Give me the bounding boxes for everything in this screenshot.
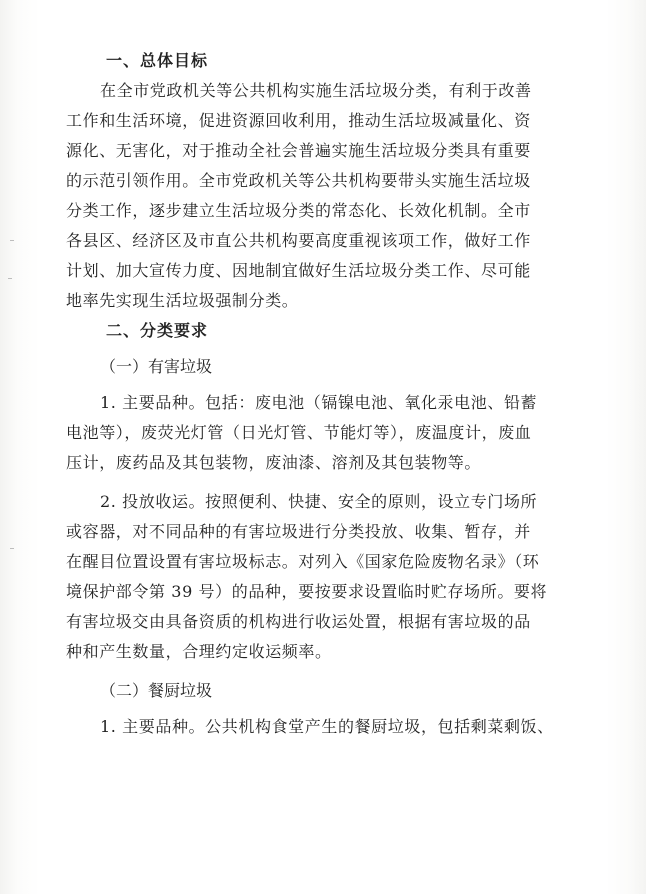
paragraph-line: 1. 主要品种。公共机构食堂产生的餐厨垃圾，包括剩菜剩饭、 — [100, 717, 554, 736]
paragraph-line: 源化、无害化，对于推动全社会普遍实施生活垃圾分类具有重要 — [66, 141, 531, 160]
paragraph-hazardous-collection — [66, 487, 586, 667]
paragraph-hazardous-types — [66, 388, 586, 478]
paragraph-line: 工作和生活环境，促进资源回收利用，推动生活垃圾减量化、资 — [66, 111, 531, 130]
paragraph-line: 计划、加大宣传力度、因地制宜做好生活垃圾分类工作、尽可能 — [66, 261, 531, 280]
paragraph-line: 有害垃圾交由具备资质的机构进行收运处置，根据有害垃圾的品 — [66, 612, 531, 631]
scan-mark — [10, 548, 14, 549]
paragraph-line: 或容器，对不同品种的有害垃圾进行分类投放、收集、暂存，并 — [66, 522, 531, 541]
scan-mark — [10, 240, 14, 241]
section-heading-classification: 二、分类要求 — [106, 321, 209, 340]
paragraph-line: 在醒目位置设置有害垃圾标志。对列入《国家危险废物名录》（环 — [66, 552, 540, 571]
paragraph-line: 种和产生数量，合理约定收运频率。 — [66, 642, 332, 661]
paragraph-line: 地率先实现生活垃圾强制分类。 — [66, 291, 299, 310]
paragraph-kitchen-types — [66, 712, 586, 742]
paragraph-line: 各县区、经济区及市直公共机构要高度重视该项工作，做好工作 — [66, 231, 531, 250]
subsection-heading-hazardous: （一）有害垃圾 — [100, 357, 213, 376]
paragraph-overall-goal — [66, 76, 586, 316]
paragraph-line: 境保护部令第 39 号）的品种，要按要求设置临时贮存场所。要将 — [66, 582, 548, 601]
paragraph-line: 在全市党政机关等公共机构实施生活垃圾分类，有利于改善 — [100, 81, 532, 100]
paragraph-line: 1. 主要品种。包括：废电池（镉镍电池、氧化汞电池、铅蓄 — [100, 393, 538, 412]
paragraph-line: 压计，废药品及其包装物，废油漆、溶剂及其包装物等。 — [66, 453, 482, 472]
scan-mark — [8, 278, 12, 279]
paragraph-line: 分类工作，逐步建立生活垃圾分类的常态化、长效化机制。全市 — [66, 201, 531, 220]
subsection-heading-kitchen: （二）餐厨垃圾 — [100, 681, 213, 700]
paragraph-line: 电池等），废荧光灯管（日光灯管、节能灯等），废温度计，废血 — [66, 423, 532, 442]
section-heading-overall-goal: 一、总体目标 — [106, 51, 209, 70]
document-body — [66, 46, 586, 742]
paragraph-line: 2. 投放收运。按照便利、快捷、安全的原则，设立专门场所 — [100, 492, 538, 511]
paragraph-line: 的示范引领作用。全市党政机关等公共机构要带头实施生活垃圾 — [66, 171, 531, 190]
